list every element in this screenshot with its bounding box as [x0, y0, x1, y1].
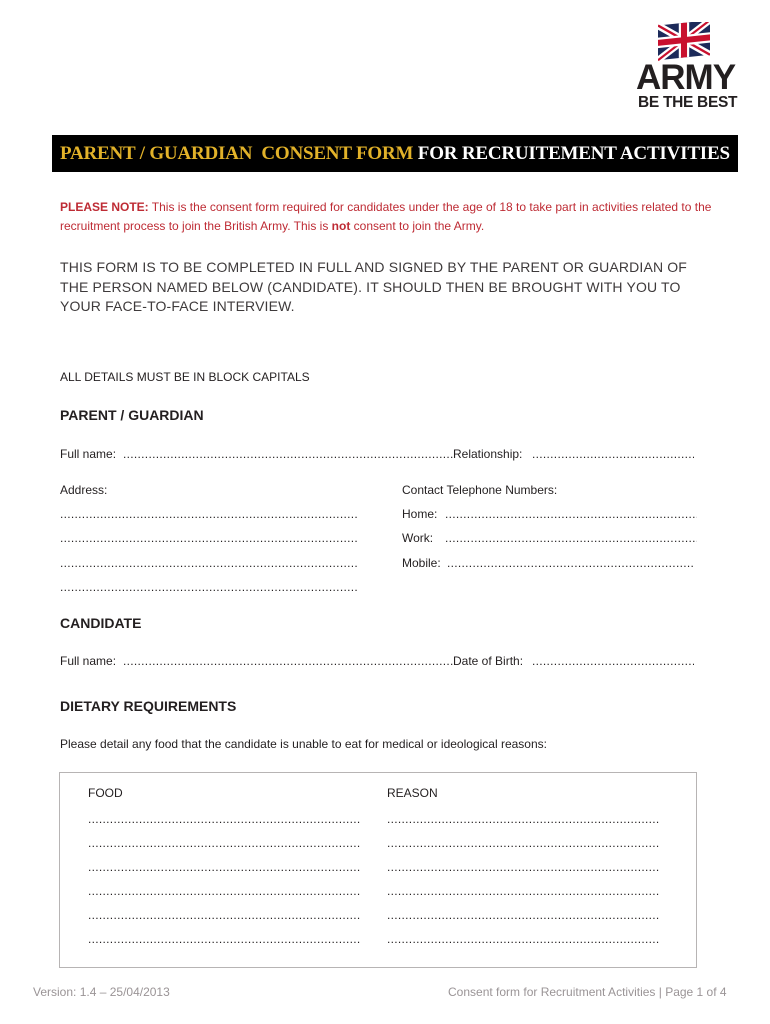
logo-tagline: BE THE BEST [638, 94, 738, 111]
form-instruction: THIS FORM IS TO BE COMPLETED IN FULL AND SIGNED BY THE PARENT OR GUARDIAN OF THE PERSON NAMED BELOW (CANDIDATE). IT SHOULD THEN BE BROUGHT WITH YOU TO YOUR FACE-TO-FACE INTERVIEW. [60, 259, 687, 314]
food-field-2[interactable] [88, 836, 360, 851]
reason-field-5[interactable] [387, 908, 659, 923]
relationship-label: Relationship: [453, 447, 523, 461]
candidate-full-name-label: Full name: [60, 654, 117, 668]
reason-field-6[interactable] [387, 932, 659, 947]
food-field-6[interactable] [88, 932, 360, 947]
parent-full-name-label: Full name: [60, 447, 117, 461]
union-flag-icon [658, 22, 710, 62]
page-footer: Consent form for Recruitment Activities | Page 1 of 4 [448, 985, 727, 999]
reason-field-4[interactable] [387, 884, 659, 899]
food-column-header: FOOD [88, 786, 123, 800]
parent-heading: PARENT / GUARDIAN [60, 407, 204, 423]
food-field-1[interactable] [88, 812, 360, 827]
reason-field-1[interactable] [387, 812, 659, 827]
title-rest: FOR RECRUITEMENT ACTIVITIES [413, 143, 730, 164]
home-label: Home: [402, 507, 438, 521]
dietary-instruction: Please detail any food that the candidate is unable to eat for medical or ideological reasons: [60, 737, 547, 751]
reason-field-2[interactable] [387, 836, 659, 851]
address-line-1-field[interactable] [60, 507, 358, 522]
please-note-text: This is the consent form required for candidates under the age of 18 to take part in activities related to the recruitment process to join the British Army. This is [60, 200, 712, 233]
please-note-label: PLEASE NOTE: [60, 200, 149, 214]
address-label: Address: [60, 483, 108, 497]
candidate-full-name-field[interactable] [123, 654, 453, 669]
mobile-phone-field[interactable] [447, 556, 695, 571]
please-note-emphasis: not [331, 219, 351, 233]
food-field-4[interactable] [88, 884, 360, 899]
date-of-birth-field[interactable] [532, 654, 694, 669]
army-logo [632, 22, 748, 112]
home-phone-field[interactable] [445, 507, 697, 522]
contact-numbers-label: Contact Telephone Numbers: [402, 483, 558, 497]
dietary-heading: DIETARY REQUIREMENTS [60, 698, 237, 714]
work-label: Work: [402, 531, 434, 545]
block-capitals-note: ALL DETAILS MUST BE IN BLOCK CAPITALS [60, 370, 310, 384]
address-line-3-field[interactable] [60, 556, 358, 571]
please-note-text-end: consent to join the Army. [350, 219, 485, 233]
mobile-label: Mobile: [402, 556, 441, 570]
address-line-4-field[interactable] [60, 580, 358, 595]
candidate-heading: CANDIDATE [60, 615, 142, 631]
address-line-2-field[interactable] [60, 531, 358, 546]
logo-wordmark: ARMY [636, 58, 736, 97]
title-banner [52, 135, 738, 172]
title-highlight: PARENT / GUARDIAN CONSENT FORM [60, 143, 414, 164]
reason-column-header: REASON [387, 786, 438, 800]
date-of-birth-label: Date of Birth: [453, 654, 524, 668]
reason-field-3[interactable] [387, 860, 659, 875]
relationship-field[interactable] [532, 447, 694, 462]
food-field-5[interactable] [88, 908, 360, 923]
food-field-3[interactable] [88, 860, 360, 875]
parent-full-name-field[interactable] [123, 447, 453, 462]
please-note [60, 198, 740, 236]
version-footer: Version: 1.4 – 25/04/2013 [33, 985, 170, 999]
work-phone-field[interactable] [445, 531, 697, 546]
